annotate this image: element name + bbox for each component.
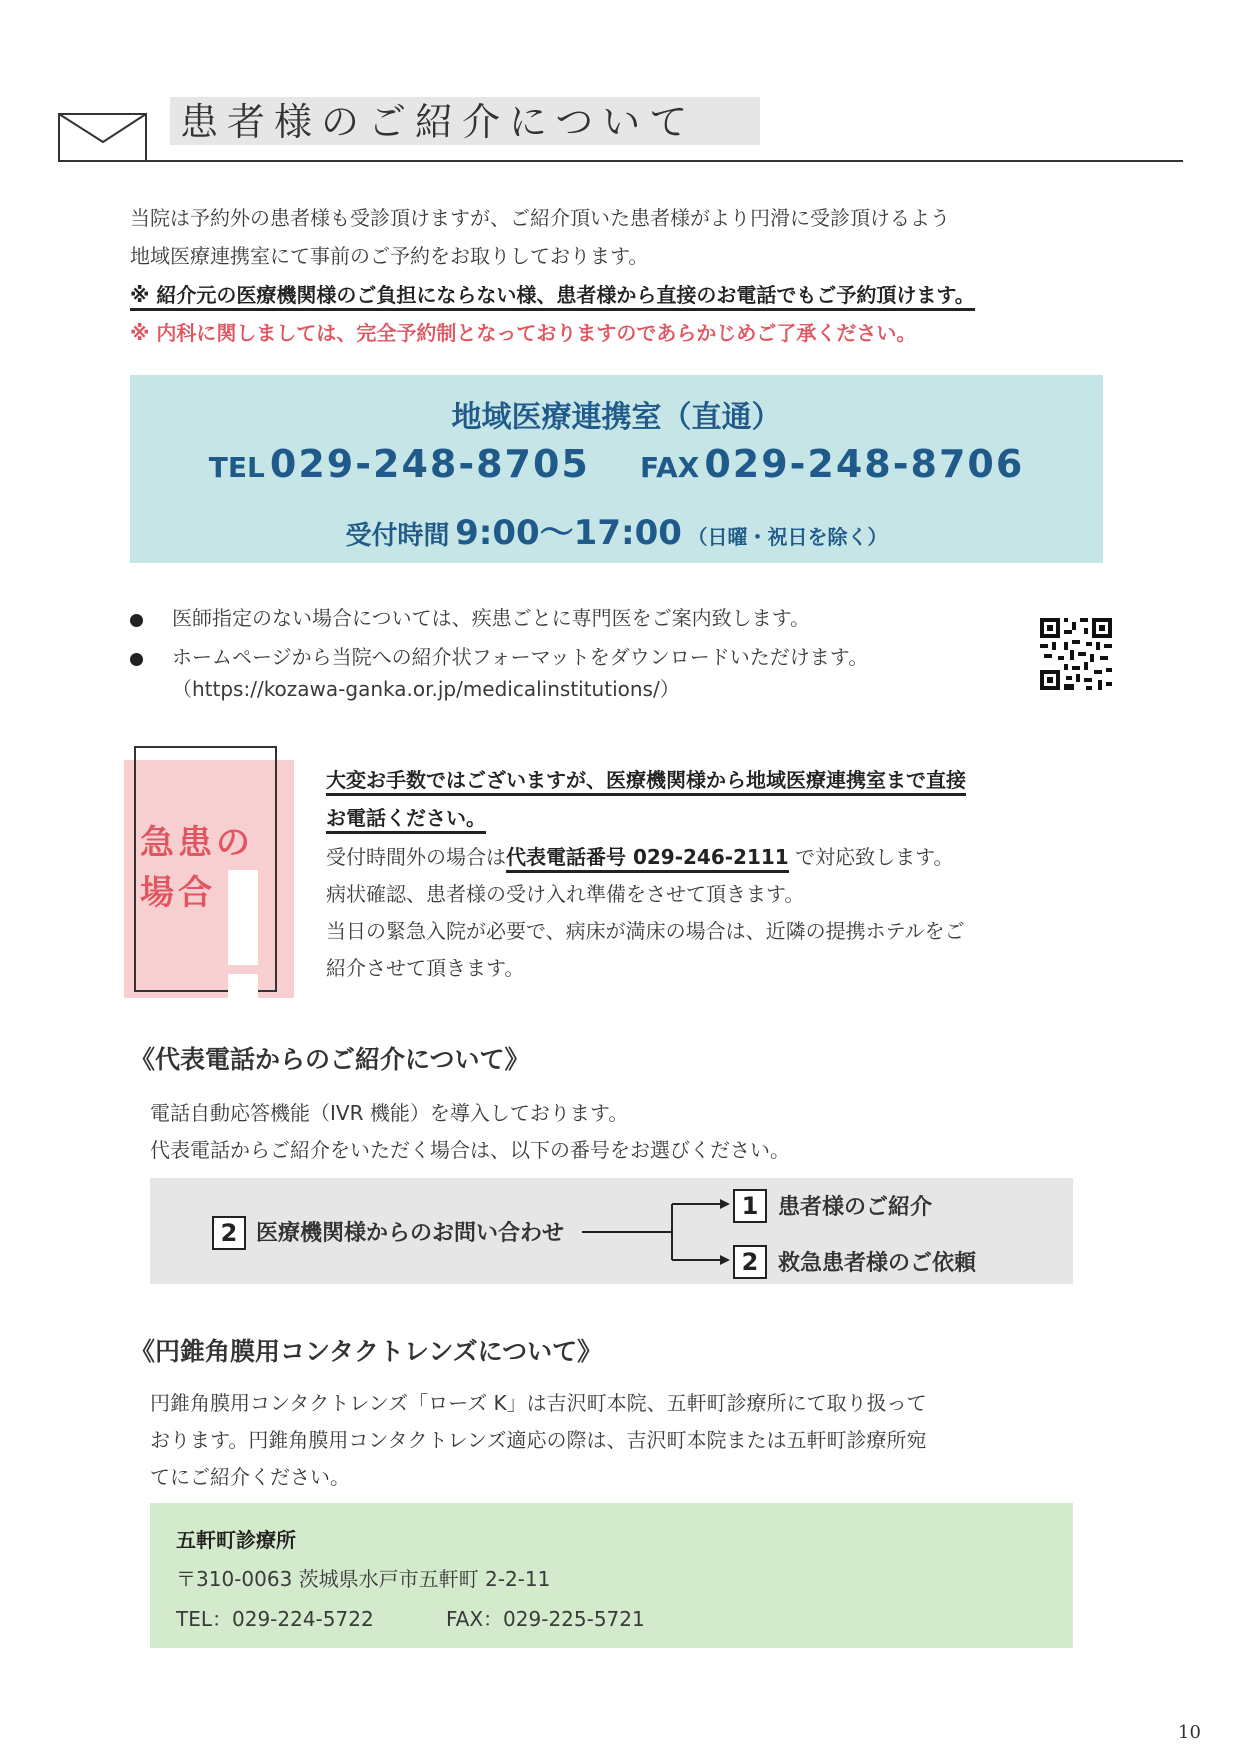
branch-fax: FAX：029-225-5721 [446, 1607, 645, 1631]
intro-line-1: 当院は予約外の患者様も受診頂けますが、ご紹介頂いた患者様がより円滑に受診頂けるよう [130, 206, 950, 230]
contact-hours [130, 505, 1103, 554]
ivr-section-heading: 《代表電話からのご紹介について》 [130, 1045, 530, 1074]
hours-label: 受付時間 [345, 521, 450, 551]
ivr-key-2: 2 [733, 1245, 767, 1279]
bullet-item-1: 医師指定のない場合については、疾患ごとに専門医をご案内致します。 [172, 606, 810, 630]
qr-code-icon[interactable] [1040, 618, 1112, 690]
tel-number: 029-248-8705 [269, 442, 590, 486]
intro-note-1: ※ 紹介元の医療機関様のご負担にならない様、患者様から直接のお電話でもご予約頂けます。 [130, 280, 975, 310]
emergency-head-1: 大変お手数ではございますが、医療機関様から地域医療連携室まで直接 [326, 765, 966, 795]
intro-line-2: 地域医療連携室にて事前のご予約をお取りしております。 [130, 244, 649, 268]
emergency-line-5: 当日の緊急入院が必要で、病床が満床の場合は、近隣の提携ホテルをご [326, 919, 965, 943]
exclamation-icon [228, 870, 258, 965]
branch-address: 〒310-0063 茨城県水戸市五軒町 2-2-11 [176, 1567, 551, 1591]
emergency-line-3: 受付時間外の場合は代表電話番号 029-246-2111 で対応致します。 [326, 842, 954, 872]
page-title: 患者様のご紹介について [180, 100, 697, 144]
emergency-line-6: 紹介させて頂きます。 [326, 956, 525, 980]
exclamation-dot [228, 974, 258, 998]
ivr-option-2-label: 救急患者様のご依頼 [778, 1251, 977, 1276]
bullet-icon [130, 653, 143, 666]
ivr-line-1: 電話自動応答機能（IVR 機能）を導入しております。 [150, 1101, 629, 1125]
ivr-line-2: 代表電話からご紹介をいただく場合は、以下の番号をお選びください。 [150, 1138, 790, 1162]
page-number: 10 [1178, 1722, 1201, 1743]
branch-tel: TEL：029-224-5722 [176, 1607, 374, 1631]
emergency-line-4: 病状確認、患者様の受け入れ準備をさせて頂きます。 [326, 882, 805, 906]
referral-form-url[interactable]: （https://kozawa-ganka.or.jp/medicalinstitutions/） [172, 677, 680, 701]
bullet-icon [130, 614, 143, 627]
lens-line-1: 円錐角膜用コンタクトレンズ「ローズ K」は吉沢町本院、五軒町診療所にて取り扱って [150, 1391, 927, 1415]
fax-label: FAX [640, 451, 700, 484]
fax-number: 029-248-8706 [704, 442, 1025, 486]
main-phone-number: 代表電話番号 029-246-2111 [506, 845, 789, 873]
ivr-branch-arrows [582, 1196, 732, 1268]
lens-line-2: おります。円錐角膜用コンタクトレンズ適応の際は、吉沢町本院または五軒町診療所宛 [150, 1428, 927, 1452]
ivr-key-main: 2 [212, 1216, 246, 1250]
ivr-option-1-label: 患者様のご紹介 [778, 1195, 933, 1220]
contact-phone-line [130, 442, 1103, 486]
branch-name: 五軒町診療所 [176, 1528, 296, 1552]
ivr-main-label: 医療機関様からのお問い合わせ [256, 1221, 565, 1246]
tel-label: TEL [208, 451, 265, 484]
hours-note: （日曜・祝日を除く） [687, 525, 888, 549]
emergency-head-2: お電話ください。 [326, 803, 486, 833]
intro-note-2: ※ 内科に関しましては、完全予約制となっておりますのであらかじめご了承ください。 [130, 321, 917, 345]
hours-value: 9:00〜17:00 [455, 513, 682, 553]
emergency-badge-label: 急患の 場合 [140, 823, 254, 913]
bullet-item-2: ホームページから当院への紹介状フォーマットをダウンロードいただけます。 [172, 645, 869, 669]
header-rule [58, 160, 1183, 162]
envelope-icon [58, 108, 148, 162]
ivr-key-1: 1 [733, 1189, 767, 1223]
lens-section-heading: 《円錐角膜用コンタクトレンズについて》 [130, 1337, 603, 1366]
lens-line-3: てにご紹介ください。 [150, 1465, 350, 1489]
contact-title: 地域医療連携室（直通） [451, 400, 782, 435]
